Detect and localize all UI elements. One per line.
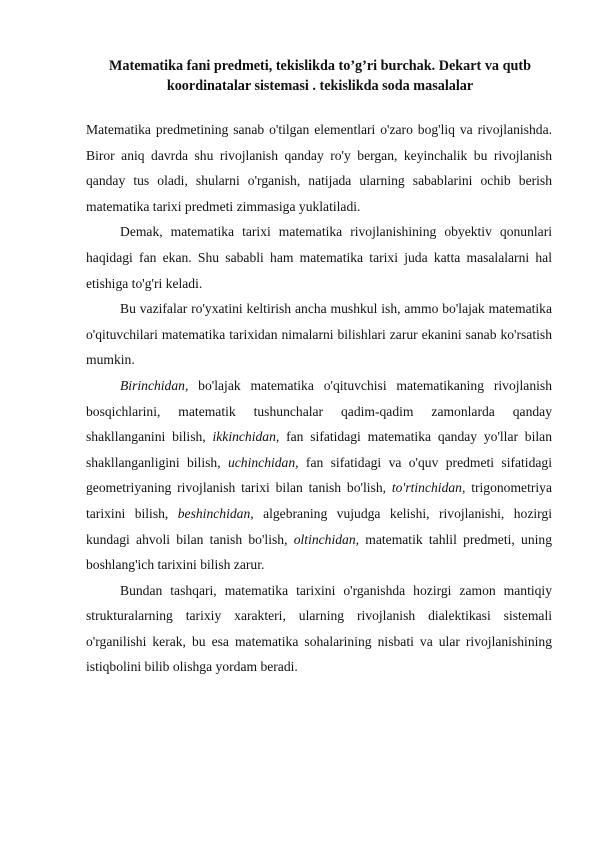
paragraph-3: Bu vazifalar ro'yxatini keltirish ancha mushkul ish, ammo bo'lajak matematika o'qituvchilari matematika tarixidan nimalarni bilishlari zarur ekanini sanab ko'rsatish mumkin.	[86, 301, 552, 368]
ordinal-second: ikkinchidan,	[212, 429, 280, 445]
ordinal-sixth: oltinchidan,	[293, 531, 360, 547]
ordinal-fifth: beshinchidan,	[177, 505, 254, 521]
ordinal-fourth: to'rtinchidan,	[391, 480, 466, 496]
paragraph-2: Demak, matematika tarixi matematika rivojlanishining obyektiv qonunlari haqidagi fan ekan. Shu sababli ham matematika tarixi juda katta masalalarni hal etishiga to'g'ri keladi.	[86, 224, 552, 291]
paragraph-4-text-3: fan sifatidagi va o'quv predmeti sifatidagi geometriyaning rivojlanish tarixi bilan tanish bo'lish,	[86, 454, 552, 496]
document-title	[60, 56, 580, 96]
title-line-1: Matematika fani predmeti, tekislikda to’g’ri burchak. Dekart va qutb	[109, 58, 531, 74]
paragraph-4-text-5: algebraning vujudga kelishi, rivojlanishi, hozirgi kundagi ahvoli bilan tanish bo'lish,	[86, 505, 552, 547]
document-body	[86, 117, 552, 680]
ordinal-first: Birinchidan,	[120, 377, 189, 393]
paragraph-4	[86, 373, 552, 578]
paragraph-4-text-1: bo'lajak matematika o'qituvchisi matematikaning rivojlanish bosqichlarini, matematik tushunchalar qadim-qadim zamonlarda qanday shakllanganini bilish,	[86, 377, 552, 445]
paragraph-4-text-4: trigonometriya tarixini bilish,	[86, 480, 552, 521]
paragraph-1: Matematika predmetining sanab o'tilgan elementlari o'zaro bog'liq va rivojlanishda. Biror aniq davrda shu rivojlanish qanday ro'y bergan, keyinchalik bu rivojlanish qanday tus oladi, shularni o'rganish, natijada ularning sabablarini ochib berish matematika tarixi predmeti zimmasiga yuklatiladi.	[86, 122, 552, 214]
paragraph-4-text-6: matematik tahlil predmeti, uning boshlang'ich tarixini bilish zarur.	[86, 531, 552, 573]
title-line-2: koordinatalar sistemasi . tekislikda soda masalalar	[166, 78, 474, 94]
paragraph-4-text-2: fan sifatidagi matematika qanday yo'llar bilan shakllanganligini bilish,	[86, 429, 552, 470]
paragraph-5: Bundan tashqari, matematika tarixini o'rganishda hozirgi zamon mantiqiy strukturalarning tarixiy xarakteri, ularning rivojlanish dialektikasi sistemali o'rganilishi kerak, bu esa matematika sohalarining nisbati va ular rivojlanishining istiqbolini bilib olishga yordam beradi.	[86, 582, 552, 675]
ordinal-third: uchinchidan,	[227, 454, 299, 470]
